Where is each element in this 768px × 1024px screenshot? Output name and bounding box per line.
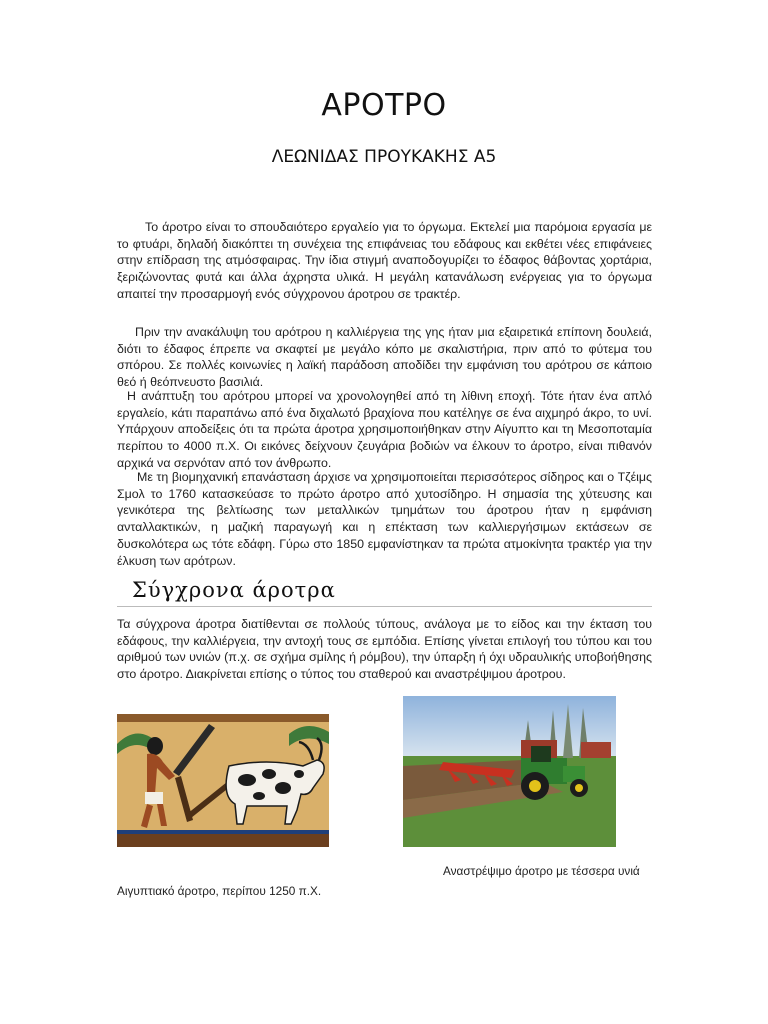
section-divider	[117, 606, 652, 607]
egyptian-plough-image	[117, 714, 329, 847]
paragraph-4: Με τη βιομηχανική επανάσταση άρχισε να χρησιμοποιείται περισσότερος σίδηρος και ο Τζέιμς Σμολ το 1760 κατασκεύασε το πρώτο άροτρο από χυτοσίδηρο. Η σημασία της χύτευσης και γενικότερα της βελτίωσης των μεταλλικών τμημάτων του άροτρου ήταν η εμφάνιση ανταλλακτικών, η μαζική παραγωγή και η επέκταση των καλλιεργήσιμων εκτάσεων σε δυσκολότερα ως τότε εδάφη. Γύρω στο 1850 εμφανίστηκαν τα πρώτα ατμοκίνητα τρακτέρ για την έλκυση των αρότρων.	[117, 470, 652, 568]
reversible-plough-image	[403, 696, 616, 847]
section-heading: Σύγχρονα άροτρα	[132, 578, 336, 602]
egyptian-painting-illustration	[117, 714, 329, 847]
figure-caption-egyptian-plough: Αιγυπτιακό άροτρο, περίπου 1250 π.Χ.	[117, 884, 322, 898]
document-subtitle: ΛΕΩΝΙΔΑΣ ΠΡΟΥΚΑΚΗΣ Α5	[271, 147, 497, 167]
paragraph-1: Το άροτρο είναι το σπουδαιότερο εργαλείο για το όργωμα. Εκτελεί μια παρόμοια εργασία με το φτυάρι, δηλαδή διακόπτει τη συνέχεια της επιφάνειας του εδάφους και εκθέτει νέες επιφάνειες στην επίδραση της ατμόσφαιρας. Την ίδια στιγμή αναποδογυρίζει το έδαφος θάβοντας χορτάρια, ξεριζώνοντας φυτά και άλλα άχρηστα υλικά. Η μεγάλη κατανάλωση ενέργειας για το όργωμα απαιτεί την προσαρμογή ενός σύγχρονου άροτρου σε τρακτέρ.	[117, 220, 652, 301]
document-title: ΑΡΟΤΡΟ	[321, 88, 447, 123]
tractor-photo-illustration	[403, 696, 616, 847]
paragraph-2: Πριν την ανακάλυψη του αρότρου η καλλιέργεια της γης ήταν μια εξαιρετικά επίπονη δουλειά, διότι το έδαφος έπρεπε να σκαφτεί με μεγάλο κόπο με σκαλιστήρια, πριν από το φύτεμα του σπόρου. Σε πολλές κοινωνίες η λαϊκή παράδοση αποδίδει την εμφάνιση του αρότρου σε κάποιο θεό ή θεόπνευστο βασιλιά.	[117, 325, 652, 390]
section-paragraph: Τα σύγχρονα άροτρα διατίθενται σε πολλούς τύπους, ανάλογα με το είδος και την έκταση του εδάφους, την καλλιέργεια, την αντοχή τους σε εμπόδια. Επίσης γίνεται επιλογή του τύπου και του αριθμού των υνιών (π.χ. σε σχήμα σμίλης ή ρόμβου), την ύπαρξη ή όχι υδραυλικής υποβοήθησης στο άροτρο. Διακρίνεται επίσης ο τύπος του σταθερού και αναστρέψιμου άροτρου.	[117, 617, 652, 682]
paragraph-3: Η ανάπτυξη του αρότρου μπορεί να χρονολογηθεί από τη λίθινη εποχή. Τότε ήταν ένα απλό εργαλείο, κάτι παραπάνω από ένα διχαλωτό βραχίονα που κατέληγε σε ένα αιχμηρό άκρο, το υνί. Υπάρχουν αποδείξεις ότι τα πρώτα άροτρα χρησιμοποιήθηκαν στην Αίγυπτο και τη Μεσοποταμία περίπου το 4000 π.Χ. Οι εικόνες δείχνουν ζευγάρια βοδιών να έλκουν το άροτρο, είναι πιθανόν αρχικά να σερνόταν από τον άνθρωπο.	[117, 389, 652, 470]
figure-caption-reversible-plough: Αναστρέψιμο άροτρο με τέσσερα υνιά	[443, 864, 640, 878]
